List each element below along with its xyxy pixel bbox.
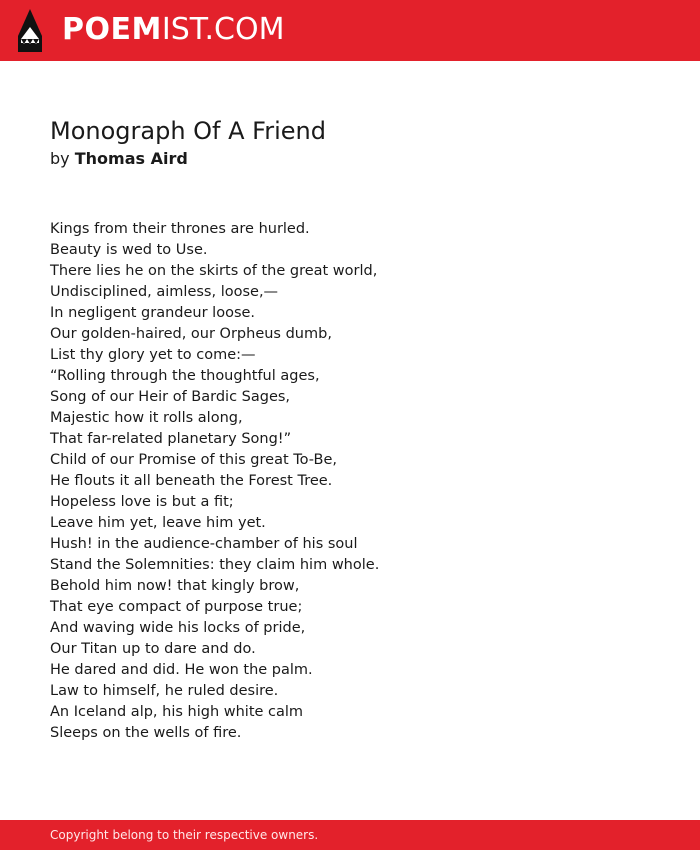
poem-title: Monograph Of A Friend	[50, 117, 326, 145]
poem-line: Hush! in the audience-chamber of his soul	[50, 536, 358, 552]
poem-line: That eye compact of purpose true;	[50, 599, 303, 615]
poem-line: Undisciplined, aimless, loose,—	[50, 284, 279, 300]
poem-line: Beauty is wed to Use.	[50, 242, 208, 258]
poem-line: An Iceland alp, his high white calm	[50, 704, 304, 720]
brand-bold: POEM	[62, 12, 162, 47]
site-header	[0, 0, 700, 61]
poem-line: Our Titan up to dare and do.	[50, 641, 256, 657]
poem-line: In negligent grandeur loose.	[50, 305, 256, 321]
poem-line: He dared and did. He won the palm.	[50, 662, 313, 678]
site-footer	[0, 820, 700, 850]
site-logo-text[interactable]	[62, 12, 284, 48]
poem-line: Stand the Solemnities: they claim him whole.	[50, 557, 380, 573]
poem-line: Song of our Heir of Bardic Sages,	[50, 389, 291, 405]
poem-line: Child of our Promise of this great To-Be,	[50, 452, 337, 468]
poem-line: There lies he on the skirts of the great world,	[50, 263, 378, 279]
pencil-tip-icon[interactable]	[17, 9, 43, 52]
by-label: by	[50, 149, 70, 168]
poem-line: Leave him yet, leave him yet.	[50, 515, 266, 531]
poem-body	[50, 219, 379, 744]
copyright-text: Copyright belong to their respective owners.	[50, 828, 319, 842]
author-name: Thomas Aird	[74, 149, 188, 168]
poem-line: Sleeps on the wells of fire.	[50, 725, 242, 741]
poem-line: Majestic how it rolls along,	[50, 410, 243, 426]
poem-line: Hopeless love is but a fit;	[50, 494, 234, 510]
poem-line: That far-related planetary Song!”	[50, 431, 292, 447]
poem-line: Law to himself, he ruled desire.	[50, 683, 279, 699]
poem-line: And waving wide his locks of pride,	[50, 620, 306, 636]
brand-light: IST.COM	[161, 12, 285, 47]
poem-line: Behold him now! that kingly brow,	[50, 578, 300, 594]
byline	[50, 148, 188, 170]
poem-line: Our golden-haired, our Orpheus dumb,	[50, 326, 332, 342]
poem-line: He flouts it all beneath the Forest Tree.	[50, 473, 333, 489]
poem-line: Kings from their thrones are hurled.	[50, 221, 310, 237]
poem-line: List thy glory yet to come:—	[50, 347, 256, 363]
poem-line: “Rolling through the thoughtful ages,	[50, 368, 320, 384]
